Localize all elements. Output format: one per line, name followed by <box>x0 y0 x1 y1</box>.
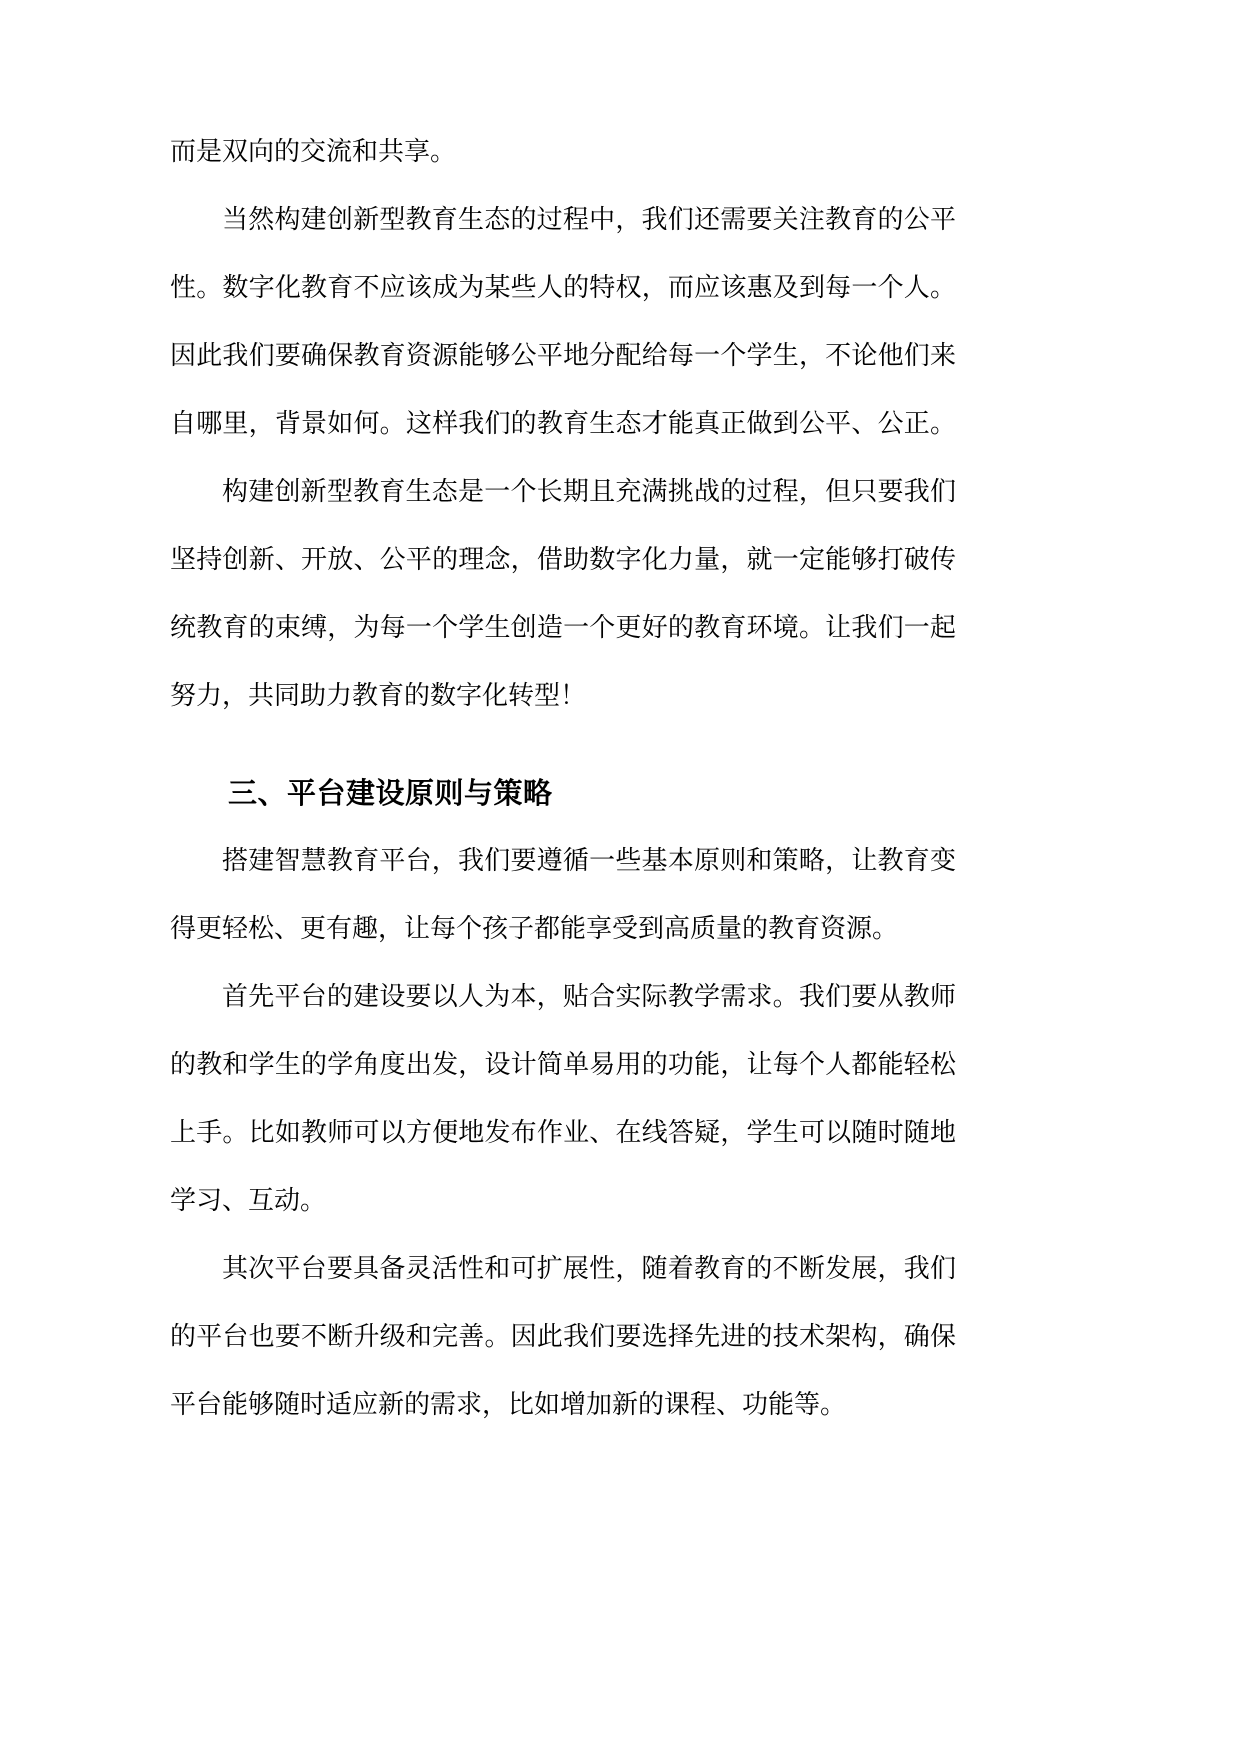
paragraph-line: 统教育的束缚，为每一个学生创造一个更好的教育环境。让我们一起 <box>170 613 956 643</box>
paragraph <box>170 827 956 963</box>
paragraph-line: 而是双向的交流和共享。 <box>170 137 457 167</box>
paragraph-line: 首先平台的建设要以人为本，贴合实际教学需求。我们要从教师 <box>222 982 956 1012</box>
document-body <box>170 118 956 1439</box>
paragraph-line: 自哪里，背景如何。这样我们的教育生态才能真正做到公平、公正。 <box>170 409 956 439</box>
paragraph <box>170 118 956 186</box>
paragraph <box>170 963 956 1235</box>
paragraph-line: 因此我们要确保教育资源能够公平地分配给每一个学生，不论他们来 <box>170 341 956 371</box>
paragraph-line: 的教和学生的学角度出发，设计简单易用的功能，让每个人都能轻松 <box>170 1050 956 1080</box>
paragraph <box>170 1235 956 1439</box>
paragraph-line: 的平台也要不断升级和完善。因此我们要选择先进的技术架构，确保 <box>170 1322 956 1352</box>
paragraph-line: 搭建智慧教育平台，我们要遵循一些基本原则和策略，让教育变 <box>222 846 956 876</box>
paragraph-line: 得更轻松、更有趣，让每个孩子都能享受到高质量的教育资源。 <box>170 914 899 944</box>
paragraph-line: 上手。比如教师可以方便地发布作业、在线答疑，学生可以随时随地 <box>170 1118 956 1148</box>
section-heading: 三、平台建设原则与策略 <box>228 776 553 810</box>
paragraph-line: 其次平台要具备灵活性和可扩展性，随着教育的不断发展，我们 <box>222 1254 956 1284</box>
paragraph-line: 构建创新型教育生态是一个长期且充满挑战的过程，但只要我们 <box>222 477 956 507</box>
paragraph-line: 学习、互动。 <box>170 1186 327 1216</box>
paragraph-line: 性。数字化教育不应该成为某些人的特权，而应该惠及到每一个人。 <box>170 273 956 303</box>
paragraph-line: 当然构建创新型教育生态的过程中，我们还需要关注教育的公平 <box>222 205 956 235</box>
paragraph-line: 平台能够随时适应新的需求，比如增加新的课程、功能等。 <box>170 1390 847 1420</box>
paragraph-line: 坚持创新、开放、公平的理念，借助数字化力量，就一定能够打破传 <box>170 545 956 575</box>
paragraph-line: 努力，共同助力教育的数字化转型！ <box>170 681 587 711</box>
paragraph <box>170 458 956 730</box>
paragraph <box>170 186 956 458</box>
